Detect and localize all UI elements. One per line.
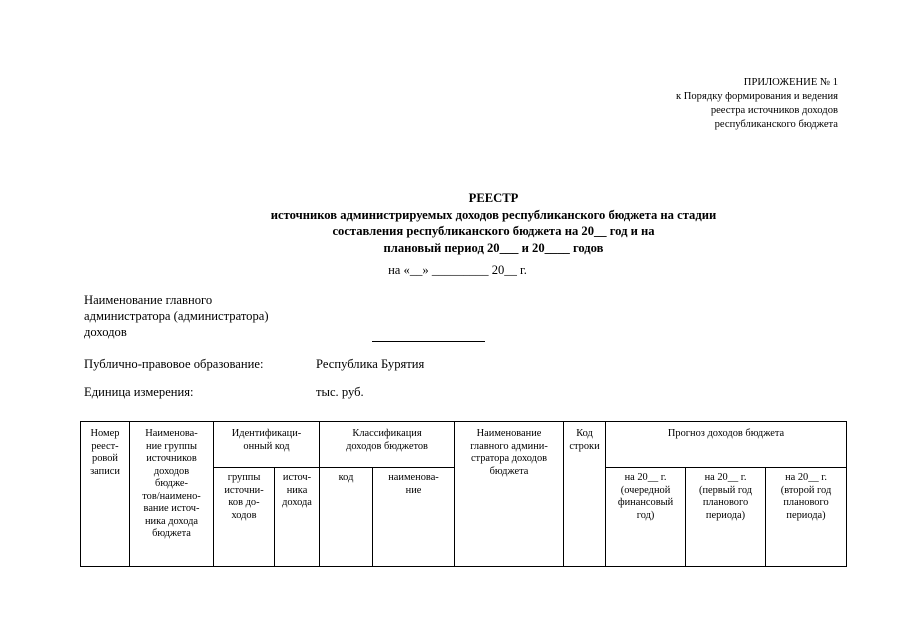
entity-value: Республика Бурятия: [316, 357, 425, 371]
header-forecast-first-plan-year: на 20__ г. (первый год планового периода): [686, 468, 766, 567]
title-line: РЕЕСТР: [468, 191, 519, 205]
header-classification-code: код: [320, 468, 373, 567]
appendix-block: [518, 76, 838, 132]
appendix-line: к Порядку формирования и ведения: [675, 91, 838, 102]
appendix-line: реестра источников доходов: [710, 105, 838, 116]
registry-table: [80, 421, 847, 567]
header-forecast-second-plan-year: на 20__ г. (второй год планового периода): [766, 468, 847, 567]
header-record-number: Номер реест- ровой записи: [81, 422, 130, 567]
unit-label: Единица измерения:: [84, 385, 194, 399]
title-line: источников администрируемых доходов республиканского бюджета на стадии: [270, 207, 717, 222]
entity-label: Публично-правовое образование:: [84, 357, 264, 371]
admin-name-blank: [372, 341, 485, 342]
header-classification-name: наименова- ние: [373, 468, 455, 567]
admin-label-line: Наименование главного: [84, 293, 213, 307]
header-forecast-current-year: на 20__ г. (очередной финансовый год): [606, 468, 686, 567]
admin-label: [84, 292, 269, 340]
admin-label-line: администратора (администратора): [84, 309, 269, 323]
unit-value: тыс. руб.: [316, 385, 364, 399]
admin-label-line: доходов: [84, 325, 127, 339]
header-identifier-source: источ- ника дохода: [275, 468, 320, 567]
title-line: плановый период 20___ и 20____ годов: [383, 240, 604, 255]
header-group-name: Наименова- ние группы источников доходов бюдже- тов/наимено- вание источ- ника дохода бюджета: [130, 422, 214, 567]
header-classification: Классификация доходов бюджетов: [320, 422, 455, 468]
header-identifier-code: Идентификаци- онный код: [214, 422, 320, 468]
header-identifier-group: группы источни- ков до- ходов: [214, 468, 275, 567]
header-line-code: Код строки: [564, 422, 606, 567]
date-line: на «__» _________ 20__ г.: [388, 263, 527, 277]
title-line: составления республиканского бюджета на 20__ год и на: [332, 224, 655, 239]
document-title: [0, 190, 905, 256]
appendix-line: республиканского бюджета: [714, 119, 838, 130]
appendix-title: ПРИЛОЖЕНИЕ № 1: [743, 77, 838, 88]
header-admin-name: Наименование главного админи- стратора доходов бюджета: [455, 422, 564, 567]
header-forecast: Прогноз доходов бюджета: [606, 422, 847, 468]
